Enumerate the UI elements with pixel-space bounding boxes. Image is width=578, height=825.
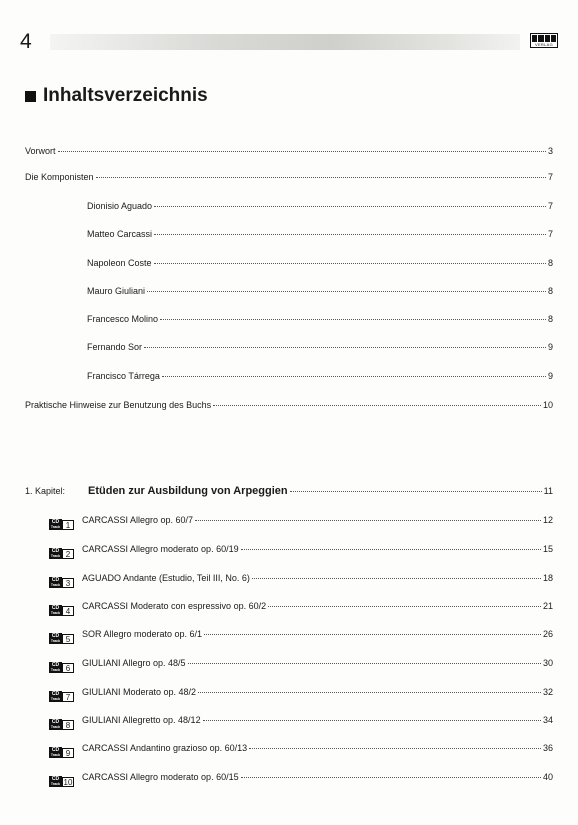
dot-leader	[154, 206, 546, 207]
toc-entry-hinweise[interactable]	[25, 399, 553, 411]
toc-entry-etude[interactable]	[49, 543, 553, 559]
cd-icon: CD Track	[50, 747, 61, 757]
cd-track-badge	[49, 662, 74, 673]
toc-entry-etude[interactable]	[49, 572, 553, 588]
toc-entry-etude[interactable]	[49, 628, 553, 644]
dot-leader	[144, 347, 546, 348]
cd-icon: CD Track	[50, 605, 61, 615]
toc-entry-composer[interactable]	[87, 313, 553, 325]
track-number: 8	[62, 720, 74, 730]
toc-entry-page: 21	[542, 601, 553, 611]
toc-entry-page: 8	[547, 314, 553, 324]
dot-leader	[203, 720, 541, 721]
track-number: 6	[62, 663, 74, 673]
toc-entry-page: 9	[547, 371, 553, 381]
toc-entry-page: 8	[547, 258, 553, 268]
toc-entry-label: CARCASSI Andantino grazioso op. 60/13	[82, 743, 248, 753]
toc-entry-page: 32	[542, 687, 553, 697]
cd-icon: CD Track	[50, 719, 61, 729]
toc-entry-page: 15	[542, 544, 553, 554]
toc-entry-label: SOR Allegro moderato op. 6/1	[82, 629, 203, 639]
toc-entry-page: 12	[542, 515, 553, 525]
toc-entry-vorwort[interactable]	[25, 145, 553, 157]
toc-entry-page: 7	[547, 229, 553, 239]
dot-leader	[213, 405, 541, 406]
toc-entry-etude[interactable]	[49, 600, 553, 616]
toc-entry-label: Dionisio Aguado	[87, 201, 153, 211]
toc-entry-label: GIULIANI Moderato op. 48/2	[82, 687, 197, 697]
toc-entry-page: 10	[542, 400, 553, 410]
toc-entry-label: Mauro Giuliani	[87, 286, 146, 296]
page-title-text: Inhaltsverzeichnis	[43, 85, 208, 106]
cd-track-badge	[49, 747, 74, 758]
toc-entry-label: CARCASSI Moderato con espressivo op. 60/2	[82, 601, 267, 611]
toc-entry-label: Francesco Molino	[87, 314, 159, 324]
track-number: 10	[63, 777, 73, 787]
toc-entry-label: Vorwort	[25, 146, 56, 156]
cd-track-badge	[49, 577, 74, 588]
cd-icon: CD Track	[50, 519, 61, 529]
cd-icon: CD Track	[50, 633, 61, 643]
cd-icon: CD Track	[50, 662, 61, 672]
toc-entry-composer[interactable]	[87, 228, 553, 240]
toc-entry-page: 7	[547, 172, 553, 182]
toc-entry-label: Napoleon Coste	[87, 258, 152, 268]
toc-entry-label: Fernando Sor	[87, 342, 143, 352]
dot-leader	[154, 263, 546, 264]
page-title	[25, 84, 208, 108]
dot-leader	[160, 319, 546, 320]
cd-icon: CD Track	[50, 691, 61, 701]
dot-leader	[249, 748, 541, 749]
toc-entry-page: 40	[542, 772, 553, 782]
cd-icon: CD Track	[50, 548, 61, 558]
cd-track-badge	[49, 548, 74, 559]
logo-text: VERLAG	[534, 42, 554, 47]
track-number: 9	[62, 748, 74, 758]
toc-entry-page: 8	[547, 286, 553, 296]
dot-leader	[241, 549, 541, 550]
dot-leader	[162, 376, 546, 377]
dot-leader	[188, 663, 541, 664]
track-number: 7	[62, 692, 74, 702]
dot-leader	[204, 634, 541, 635]
toc-entry-page: 26	[542, 629, 553, 639]
toc-entry-label: CARCASSI Allegro moderato op. 60/19	[82, 544, 239, 554]
toc-entry-composer[interactable]	[87, 370, 553, 382]
toc-entry-etude[interactable]	[49, 657, 553, 673]
toc-entry-page: 30	[542, 658, 553, 668]
track-number: 2	[62, 549, 74, 559]
cd-icon: CD Track	[50, 776, 61, 786]
toc-entry-page: 34	[542, 715, 553, 725]
toc-entry-etude[interactable]	[49, 514, 553, 530]
cd-track-badge	[49, 776, 74, 787]
header-band	[50, 34, 520, 50]
track-number: 3	[62, 578, 74, 588]
toc-entry-label: Die Komponisten	[25, 172, 94, 182]
dot-leader	[96, 177, 546, 178]
dot-leader	[290, 491, 542, 492]
cd-track-badge	[49, 605, 74, 616]
cd-track-badge	[49, 519, 74, 530]
toc-entry-label: GIULIANI Allegretto op. 48/12	[82, 715, 201, 725]
dot-leader	[154, 234, 546, 235]
toc-entry-page: 36	[542, 743, 553, 753]
toc-entry-page: 7	[547, 201, 553, 211]
toc-entry-composer[interactable]	[87, 200, 553, 212]
toc-entry-page: 11	[543, 486, 553, 496]
toc-entry-composer[interactable]	[87, 285, 553, 297]
toc-entry-chapter[interactable]	[25, 485, 553, 497]
cd-icon: CD Track	[50, 577, 61, 587]
chapter-label: 1. Kapitel:	[25, 486, 66, 496]
piano-keys-icon	[532, 35, 556, 42]
toc-entry-etude[interactable]	[49, 742, 553, 758]
cd-track-badge	[49, 691, 74, 702]
track-number: 4	[62, 606, 74, 616]
dot-leader	[195, 520, 541, 521]
cd-track-badge	[49, 719, 74, 730]
toc-entry-composer[interactable]	[87, 257, 553, 269]
toc-entry-page: 18	[542, 573, 553, 583]
toc-entry-etude[interactable]	[49, 686, 553, 702]
dot-leader	[147, 291, 546, 292]
toc-entry-page: 9	[547, 342, 553, 352]
toc-entry-etude[interactable]	[49, 714, 553, 730]
cd-track-badge	[49, 633, 74, 644]
page-number: 4	[20, 30, 32, 53]
toc-entry-label: AGUADO Andante (Estudio, Teil III, No. 6)	[82, 573, 250, 583]
chapter-title: Etüden zur Ausbildung von Arpeggien	[88, 485, 288, 497]
track-number: 1	[62, 520, 74, 530]
toc-entry-composer[interactable]	[87, 341, 553, 353]
title-bullet-icon	[25, 91, 36, 102]
dot-leader	[58, 151, 546, 152]
toc-entry-label: CARCASSI Allegro op. 60/7	[82, 515, 194, 525]
track-number: 5	[62, 634, 74, 644]
toc-entry-page: 3	[547, 146, 553, 156]
dot-leader	[252, 578, 541, 579]
toc-entry-label: Matteo Carcassi	[87, 229, 153, 239]
toc-entry-label: GIULIANI Allegro op. 48/5	[82, 658, 186, 668]
toc-entry-label: CARCASSI Allegro moderato op. 60/15	[82, 772, 239, 782]
toc-entry-komponisten[interactable]	[25, 171, 553, 183]
toc-entry-label: Praktische Hinweise zur Benutzung des Buchs	[25, 400, 212, 410]
toc-entry-label: Francisco Tárrega	[87, 371, 160, 381]
dot-leader	[241, 777, 541, 778]
toc-entry-etude[interactable]	[49, 771, 553, 787]
publisher-logo	[530, 33, 558, 48]
dot-leader	[198, 692, 541, 693]
dot-leader	[268, 606, 541, 607]
